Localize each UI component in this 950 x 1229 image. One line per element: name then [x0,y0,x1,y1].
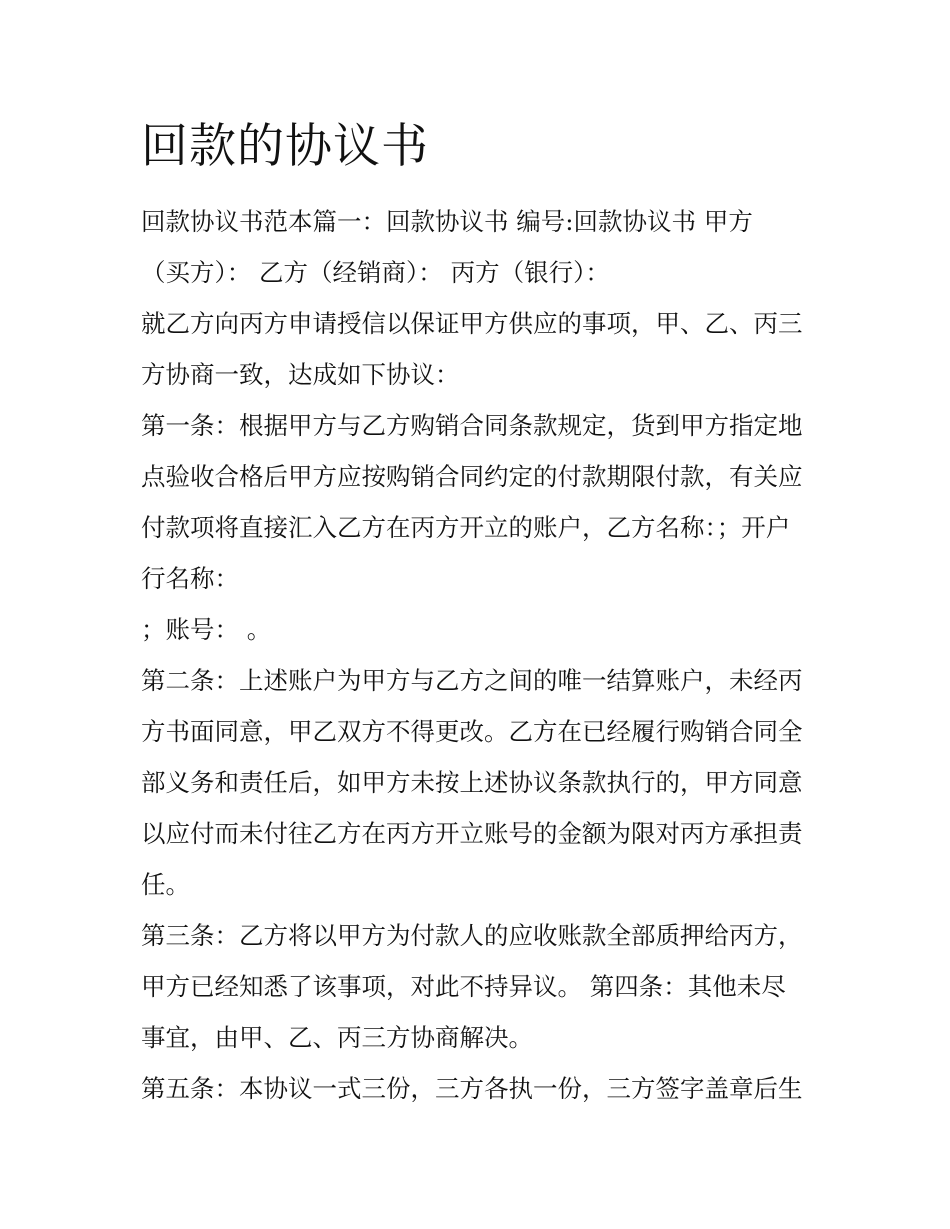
body-line: 方书面同意，甲乙双方不得更改。乙方在已经履行购销合同全 [141,717,803,746]
body-line: ；账号： 。 [141,615,272,644]
body-line: 部义务和责任后，如甲方未按上述协议条款执行的，甲方同意 [141,768,803,797]
body-line: 回款协议书范本篇一：回款协议书 编号:回款协议书 甲方 [141,207,753,236]
body-line: 任。 [141,870,190,899]
body-line: 点验收合格后甲方应按购销合同约定的付款期限付款，有关应 [141,462,803,491]
body-line: 以应付而未付往乙方在丙方开立账号的金额为限对丙方承担责 [141,819,803,848]
body-line: 付款项将直接汇入乙方在丙方开立的账户，乙方名称：；开户 [141,513,791,542]
body-line: 甲方已经知悉了该事项，对此不持异议。 第四条：其他未尽 [141,972,786,1001]
body-line: 第一条：根据甲方与乙方购销合同条款规定，货到甲方指定地 [141,411,803,440]
body-line: 第二条：上述账户为甲方与乙方之间的唯一结算账户，未经丙 [141,666,803,695]
body-line: 第五条：本协议一式三份，三方各执一份，三方签字盖章后生 [141,1074,803,1103]
document-title: 回款的协议书 [141,119,429,174]
body-line: 行名称： [141,564,239,593]
body-line: 第三条：乙方将以甲方为付款人的应收账款全部质押给丙方， [141,921,803,950]
body-line: 方协商一致，达成如下协议： [141,360,460,389]
document-page [141,112,813,1114]
body-line: 事宜，由甲、乙、丙三方协商解决。 [141,1023,533,1052]
document-body [141,196,813,1114]
body-line: 就乙方向丙方申请授信以保证甲方供应的事项，甲、乙、丙三 [141,309,803,338]
body-line: （买方）： 乙方（经销商）： 丙方（银行）： [141,258,610,287]
